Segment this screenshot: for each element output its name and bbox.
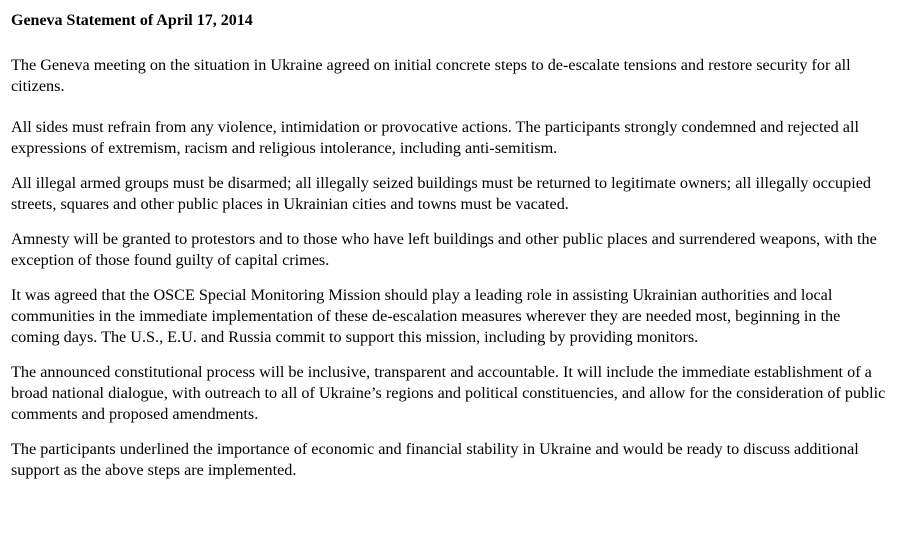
paragraph-violence: All sides must refrain from any violence, intimidation or provocative actions. The participants strongly condemned and rejected all expressions of extremism, racism and religious intolerance, including anti-semitism.: [11, 118, 859, 157]
document-title: Geneva Statement of April 17, 2014: [11, 12, 253, 29]
paragraph-intro: The Geneva meeting on the situation in Ukraine agreed on initial concrete steps to de-escalate tensions and restore security for all citizens.: [11, 56, 851, 95]
paragraph-constitutional-process: The announced constitutional process will be inclusive, transparent and accountable. It will include the immediate establishment of a broad national dialogue, with outreach to all of Ukraine’s regions and political constituencies, and allow for the consideration of public comments and proposed amendments.: [11, 363, 886, 423]
paragraph-osce-mission: It was agreed that the OSCE Special Monitoring Mission should play a leading role in assisting Ukrainian authorities and local communities in the immediate implementation of these de-escalation measures wherever they are needed most, beginning in the coming days. The U.S., E.U. and Russia commit to support this mission, including by providing monitors.: [11, 286, 841, 346]
paragraph-amnesty: Amnesty will be granted to protestors and to those who have left buildings and other public places and surrendered weapons, with the exception of those found guilty of capital crimes.: [11, 230, 877, 269]
paragraph-economic-support: The participants underlined the importance of economic and financial stability in Ukraine and would be ready to discuss additional support as the above steps are implemented.: [11, 440, 859, 479]
document-body: [11, 10, 891, 495]
paragraph-disarmament: All illegal armed groups must be disarmed; all illegally seized buildings must be returned to legitimate owners; all illegally occupied streets, squares and other public places in Ukrainian cities and towns must be vacated.: [11, 174, 871, 213]
